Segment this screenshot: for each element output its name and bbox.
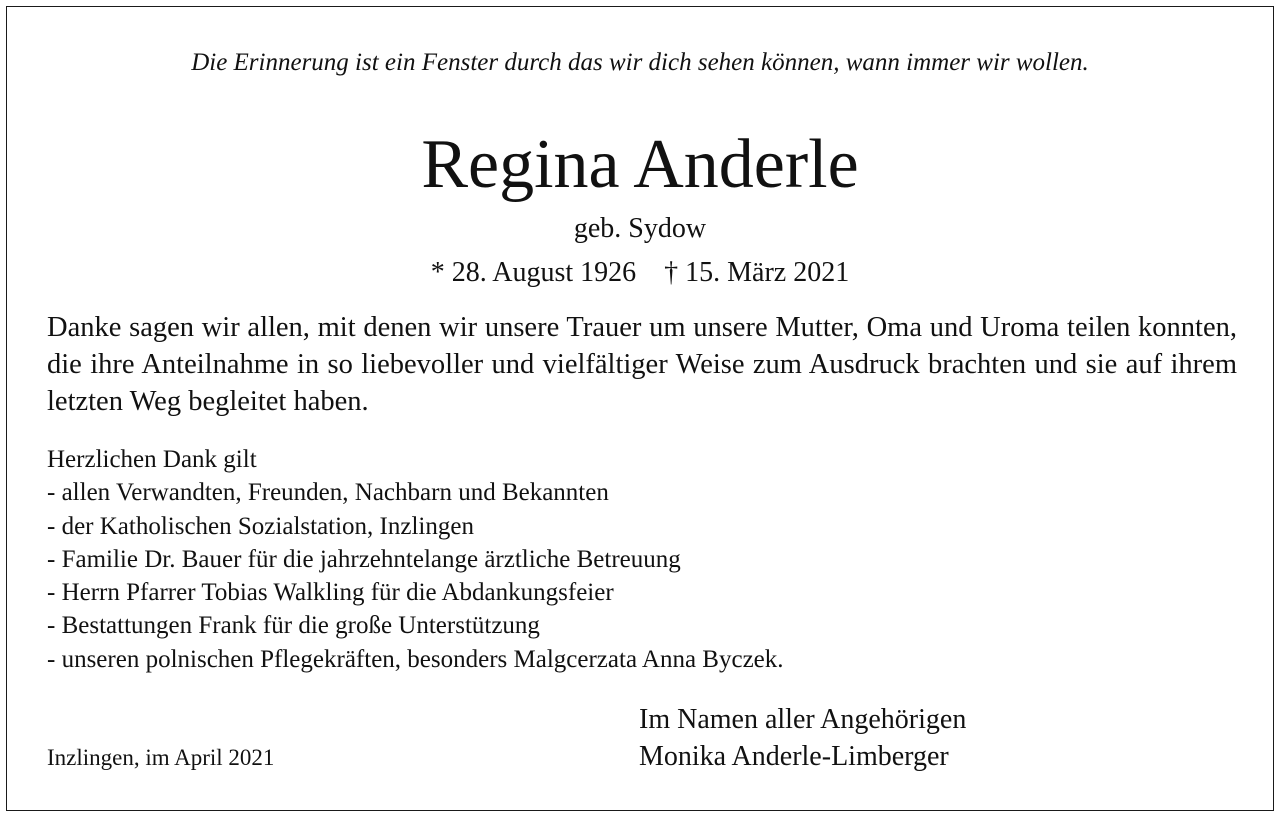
list-item: - unseren polnischen Pflegekräften, besonders Malgcerzata Anna Byczek. — [47, 645, 784, 673]
signoff-line: Im Namen aller Angehörigen — [639, 704, 967, 735]
list-item: - der Katholischen Sozialstation, Inzlingen — [47, 512, 474, 540]
place-and-date: Inzlingen, im April 2021 — [47, 745, 275, 770]
birth-date: * 28. August 1926 — [430, 257, 637, 288]
thanks-list — [47, 443, 784, 676]
memorial-quote: Die Erinnerung ist ein Fenster durch das wir dich sehen können, wann immer wir wollen. — [191, 49, 1089, 76]
thanks-paragraph: Danke sagen wir allen, mit denen wir unsere Trauer um unsere Mutter, Oma und Uroma teilen konnten, die ihre Anteilnahme in so liebevoller und vielfältiger Weise zum Ausdruck brachten und sie auf ihrem letzten Weg begleitet haben. — [47, 312, 1237, 417]
life-dates — [7, 257, 1273, 289]
thanks-list-heading: Herzlichen Dank gilt — [47, 446, 257, 473]
list-item: - allen Verwandten, Freunden, Nachbarn und Bekannten — [47, 479, 609, 507]
list-item: - Bestattungen Frank für die große Unterstützung — [47, 612, 540, 640]
signoff — [639, 701, 966, 775]
deceased-name: Regina Anderle — [421, 126, 859, 203]
obituary-card — [6, 6, 1274, 811]
death-date: † 15. März 2021 — [664, 257, 850, 288]
list-item: - Herrn Pfarrer Tobias Walkling für die Abdankungsfeier — [47, 579, 614, 607]
signoff-signature: Monika Anderle-Limberger — [639, 741, 949, 772]
birth-name: geb. Sydow — [573, 213, 707, 244]
list-item: - Familie Dr. Bauer für die jahrzehntelange ärztliche Betreuung — [47, 545, 681, 573]
